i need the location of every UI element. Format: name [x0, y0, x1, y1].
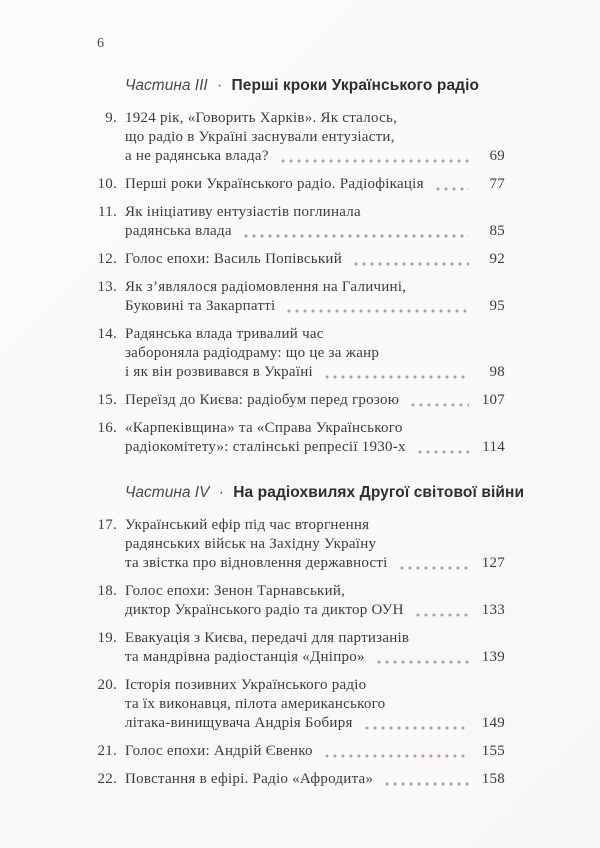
entry-list [91, 109, 505, 457]
dot-leader [354, 262, 469, 266]
toc-entry [91, 770, 505, 789]
dot-leader [377, 660, 469, 664]
entry-body [125, 516, 505, 573]
entry-number: 10. [97, 176, 117, 192]
entry-last-line [125, 438, 505, 457]
entry-last-line [125, 222, 505, 241]
section-title: На радіохвилях Другої світової війни [233, 484, 525, 501]
entry-line: Як ініціативу ентузіастів поглинала [125, 204, 361, 220]
toc-section [91, 76, 505, 457]
entry-body [125, 203, 505, 241]
entry-body [125, 250, 505, 269]
section-title: Перші кроки Українського радіо [231, 77, 480, 94]
toc-entry [91, 109, 505, 166]
entry-last-line [125, 648, 505, 667]
entry-number: 17. [97, 517, 117, 533]
toc-entry [91, 742, 505, 761]
entry-line: Історія позивних Українського радіо [125, 677, 367, 693]
dot-leader [416, 613, 469, 617]
entry-number: 19. [97, 630, 117, 646]
dot-leader [287, 309, 469, 313]
toc-entry [91, 391, 505, 410]
entry-line-text: а не радянська влада? [125, 148, 269, 164]
entry-last-line [125, 391, 505, 410]
entry-body [125, 582, 505, 620]
heading-separator-dot: · [217, 77, 223, 94]
dot-leader [244, 234, 469, 238]
toc-entry [91, 250, 505, 269]
entry-number: 15. [97, 392, 117, 408]
entry-page-number: 149 [481, 715, 505, 731]
entry-body [125, 742, 505, 761]
entry-line: радянських військ на Західну Україну [125, 536, 377, 552]
entry-line: Український ефір під час вторгнення [125, 517, 370, 533]
entry-line-text: диктор Українського радіо та диктор ОУН [125, 602, 404, 618]
entry-line: 1924 рік, «Говорить Харків». Як сталось, [125, 110, 398, 126]
entry-page-number: 114 [482, 439, 505, 455]
toc-entry [91, 582, 505, 620]
entry-last-line [125, 601, 505, 620]
entry-page-number: 98 [489, 364, 505, 380]
section-heading [125, 483, 525, 503]
entry-number: 21. [97, 743, 117, 759]
entry-last-line [125, 742, 505, 761]
entry-line-text: літака-винищувача Андрія Бобиря [125, 715, 353, 731]
entry-line-text: радянська влада [125, 223, 232, 239]
toc-entry [91, 175, 505, 194]
heading-separator-dot: · [218, 484, 224, 501]
entry-number: 20. [97, 677, 117, 693]
entry-body [125, 629, 505, 667]
entry-last-line [125, 554, 505, 573]
entry-page-number: 107 [481, 392, 505, 408]
entry-body [125, 325, 505, 382]
entry-page-number: 139 [481, 649, 505, 665]
entry-number: 22. [97, 771, 117, 787]
entry-number: 13. [97, 279, 117, 295]
dot-leader [325, 754, 469, 758]
dot-leader [325, 375, 469, 379]
entry-line: що радіо в Україні заснували ентузіасти, [125, 129, 395, 145]
table-of-contents [91, 76, 525, 789]
entry-page-number: 92 [489, 251, 505, 267]
entry-number: 18. [97, 583, 117, 599]
entry-line-text: Голос епохи: Василь Попівський [125, 251, 342, 267]
entry-body [125, 391, 505, 410]
entry-line: «Карпеківщина» та «Справа Українського [125, 420, 403, 436]
section-heading [125, 76, 505, 96]
entry-body [125, 676, 505, 733]
entry-body [125, 278, 505, 316]
toc-entry [91, 419, 505, 457]
entry-line-text: та звістка про відновлення державності [125, 555, 388, 571]
toc-entry [91, 516, 505, 573]
entry-page-number: 85 [489, 223, 505, 239]
dot-leader [418, 450, 469, 454]
entry-number: 11. [98, 204, 117, 220]
dot-leader [411, 403, 469, 407]
entry-line: та їх виконавця, пілота американського [125, 696, 386, 712]
entry-line-text: Переїзд до Києва: радіобум перед грозою [125, 392, 400, 408]
entry-body [125, 419, 505, 457]
entry-line-text: та мандрівна радіостанція «Дніпро» [125, 649, 365, 665]
entry-page-number: 127 [481, 555, 505, 571]
entry-page-number: 158 [481, 771, 505, 787]
entry-last-line [125, 175, 505, 194]
entry-last-line [125, 770, 505, 789]
entry-number: 14. [97, 326, 117, 342]
entry-line: Евакуація з Києва, передачі для партизанів [125, 630, 410, 646]
entry-body [125, 175, 505, 194]
part-label: Частина IV [125, 484, 210, 501]
toc-entry [91, 629, 505, 667]
entry-line-text: Буковині та Закарпатті [125, 298, 276, 314]
entry-line-text: Повстання в ефірі. Радіо «Афродита» [125, 771, 374, 787]
dot-leader [436, 187, 469, 191]
entry-page-number: 69 [489, 148, 505, 164]
entry-number: 16. [97, 420, 117, 436]
entry-line: Радянська влада тривалий час [125, 326, 324, 342]
entry-line-text: і як він розвивався в Україні [125, 364, 313, 380]
entry-page-number: 95 [489, 298, 505, 314]
dot-leader [385, 782, 469, 786]
entry-page-number: 133 [481, 602, 505, 618]
toc-section [91, 483, 525, 789]
entry-list [91, 516, 505, 789]
entry-line: Голос епохи: Зенон Тарнавський, [125, 583, 346, 599]
toc-entry [91, 203, 505, 241]
dot-leader [281, 159, 469, 163]
toc-entry [91, 325, 505, 382]
entry-last-line [125, 714, 505, 733]
entry-page-number: 155 [481, 743, 505, 759]
entry-line-text: радіокомітету»: сталінські репресії 1930-х [125, 439, 406, 455]
page-folio-number: 6 [97, 36, 105, 51]
entry-body [125, 770, 505, 789]
entry-line-text: Перші роки Українського радіо. Радіофікація [125, 176, 424, 192]
toc-entry [91, 676, 505, 733]
entry-line: забороняла радіодраму: що це за жанр [125, 345, 380, 361]
entry-body [125, 109, 505, 166]
entry-number: 12. [97, 251, 117, 267]
entry-number: 9. [105, 110, 117, 126]
entry-last-line [125, 297, 505, 316]
dot-leader [400, 566, 469, 570]
entry-line-text: Голос епохи: Андрій Євенко [125, 743, 313, 759]
entry-page-number: 77 [489, 176, 505, 192]
toc-entry [91, 278, 505, 316]
entry-last-line [125, 363, 505, 382]
entry-last-line [125, 250, 505, 269]
entry-line: Як з’являлося радіомовлення на Галичині, [125, 279, 407, 295]
entry-last-line [125, 147, 505, 166]
dot-leader [365, 726, 469, 730]
part-label: Частина III [125, 77, 208, 94]
